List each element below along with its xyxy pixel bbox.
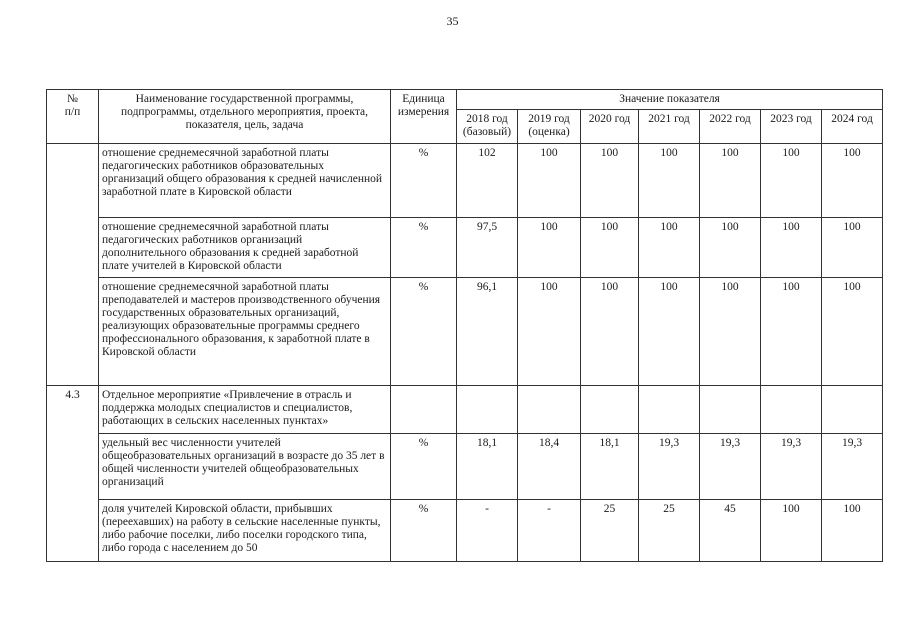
row-value [581,386,639,434]
row-value: 100 [822,278,883,386]
row-value: 19,3 [639,434,700,500]
header-num: № п/п [47,90,99,144]
row-value: 100 [761,500,822,562]
row-unit: % [391,278,457,386]
row-name: отношение среднемесячной заработной платы преподавателей и мастеров производственного обучения государственных образовательных организаций, реализующих образовательные программы среднего профессионального образования, к заработной плате в Кировской области [99,278,391,386]
row-unit: % [391,144,457,218]
row-value: 100 [761,278,822,386]
table-row [47,386,883,434]
row-value: - [518,500,581,562]
row-value: 100 [761,144,822,218]
header-year: 2019 год (оценка) [518,110,581,144]
row-value: 102 [457,144,518,218]
row-value [700,386,761,434]
row-value: 19,3 [700,434,761,500]
row-value: 100 [518,278,581,386]
row-value: 100 [581,278,639,386]
table-row [47,500,883,562]
header-year: 2018 год (базовый) [457,110,518,144]
row-value: 100 [518,144,581,218]
row-value: 100 [581,218,639,278]
page-number: 35 [446,14,459,28]
row-value: 100 [700,218,761,278]
row-value: 19,3 [761,434,822,500]
row-num [47,500,99,562]
table-row [47,144,883,218]
row-value: 100 [639,278,700,386]
row-value: 25 [639,500,700,562]
header-year: 2024 год [822,110,883,144]
row-value: 100 [822,144,883,218]
row-value: 97,5 [457,218,518,278]
row-value: 18,1 [457,434,518,500]
row-value [761,386,822,434]
row-value: 100 [761,218,822,278]
header-year: 2023 год [761,110,822,144]
table-row [47,278,883,386]
row-name: отношение среднемесячной заработной платы педагогических работников образовательных организаций общего образования к средней начисленной заработной плате в Кировской области [99,144,391,218]
row-value: 100 [822,500,883,562]
row-value: 96,1 [457,278,518,386]
row-num: 4.3 [47,386,99,434]
row-value: 100 [518,218,581,278]
header-year: 2020 год [581,110,639,144]
row-num [47,144,99,218]
header-name: Наименование государственной программы, подпрограммы, отдельного мероприятия, проекта, показателя, цель, задача [99,90,391,144]
header-unit: Единица измерения [391,90,457,144]
row-value [822,386,883,434]
table-row [47,434,883,500]
row-name: удельный вес численности учителей общеобразовательных организаций в возрасте до 35 лет в общей численности учителей общеобразовательных организаций [99,434,391,500]
row-value: 18,4 [518,434,581,500]
row-value: 100 [639,218,700,278]
table-row [47,218,883,278]
row-value [457,386,518,434]
row-name: Отдельное мероприятие «Привлечение в отрасль и поддержка молодых специалистов и специалистов, работающих в сельских населенных пунктах» [99,386,391,434]
row-value: 25 [581,500,639,562]
row-unit: % [391,218,457,278]
row-value: 100 [581,144,639,218]
row-name: отношение среднемесячной заработной платы педагогических работников организаций дополнительного образования к средней заработной плате учителей в Кировской области [99,218,391,278]
indicator-table [46,89,883,562]
header-year: 2021 год [639,110,700,144]
header-row-top [47,90,883,110]
row-value: 18,1 [581,434,639,500]
row-value: 45 [700,500,761,562]
row-unit: % [391,434,457,500]
row-value: 19,3 [822,434,883,500]
row-value: - [457,500,518,562]
row-value [518,386,581,434]
header-year: 2022 год [700,110,761,144]
header-value-group: Значение показателя [457,90,883,110]
row-value: 100 [700,144,761,218]
row-num [47,278,99,386]
row-value: 100 [700,278,761,386]
row-num [47,434,99,500]
row-value: 100 [639,144,700,218]
row-unit [391,386,457,434]
row-name: доля учителей Кировской области, прибывших (переехавших) на работу в сельские населенные пункты, либо рабочие поселки, либо поселки городского типа, либо города с населением до 50 [99,500,391,562]
row-num [47,218,99,278]
row-unit: % [391,500,457,562]
row-value [639,386,700,434]
row-value: 100 [822,218,883,278]
